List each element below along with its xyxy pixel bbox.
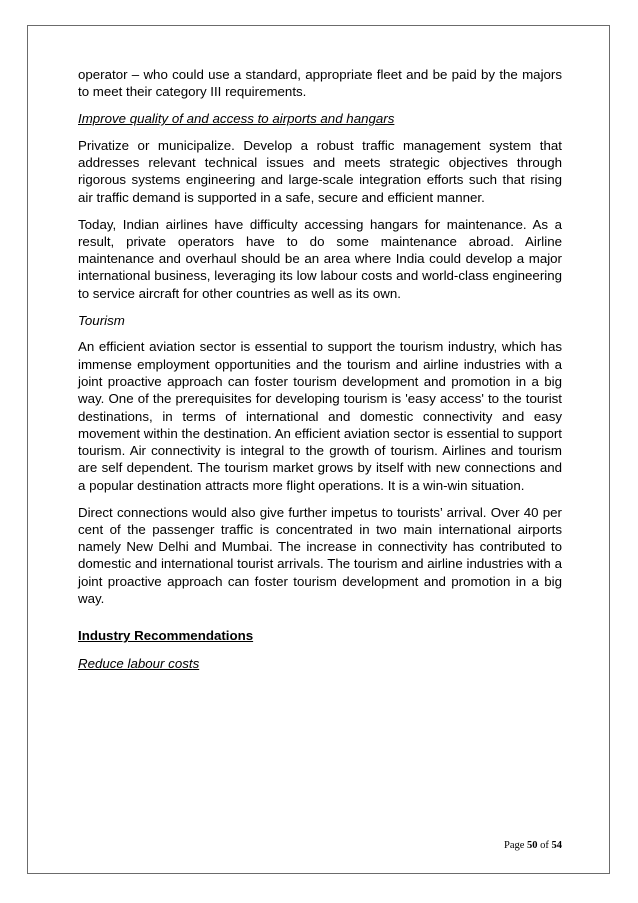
page-number [504,840,562,851]
of-word: of [540,840,549,851]
paragraph-operator: operator – who could use a standard, appropriate fleet and be paid by the majors to meet their category III requirements. [78,67,562,100]
paragraph-direct-connections: Direct connections would also give further impetus to tourists’ arrival. Over 40 per cent of the passenger traffic is concentrated in two main international airports namely New Delhi and Mumbai. The increase in connectivity has contributed to domestic and international tourist arrivals. The tourism and airline industries with a joint proactive approach can foster tourism development and promotion in a big way. [78,504,562,607]
page-word: Page [504,840,525,851]
subheading-airports-hangars: Improve quality of and access to airports and hangars [78,111,395,127]
page-current: 50 [527,840,538,851]
paragraph-tourism: An efficient aviation sector is essential to support the tourism industry, which has immense employment opportunities and the tourism and airline industries with a joint proactive approach can foster tourism development and promotion in a big way. One of the prerequisites for developing tourism is 'easy access' to the tourist destinations, in terms of international and domestic connectivity and easy movement within the destination. An efficient aviation sector is essential to support tourism. Air connectivity is integral to the growth of tourism. Airlines and tourism are self dependent. The tourism market grows by itself with new connections and a popular destination attracts more flight operations. It is a win-win situation. [78,339,562,493]
paragraph-hangars: Today, Indian airlines have difficulty accessing hangars for maintenance. As a result, private operators have to do some maintenance abroad. Airline maintenance and overhaul should be an area where India could develop a major international business, leveraging its low labour costs and world-class engineering to service aircraft for other countries as well as its own. [78,216,562,301]
document-body [78,66,562,681]
subheading-reduce-labour-costs: Reduce labour costs [78,655,200,671]
page-total: 54 [551,840,563,851]
paragraph-privatize: Privatize or municipalize. Develop a robust traffic management system that addresses relevant technical issues and meets strategic objectives through rigorous systems engineering and large-scale integration efforts such that rising air traffic demand is supported in a safe, secure and efficient manner. [78,137,562,205]
section-heading-industry-recommendations: Industry Recommendations [78,628,254,644]
subheading-tourism: Tourism [78,312,125,328]
